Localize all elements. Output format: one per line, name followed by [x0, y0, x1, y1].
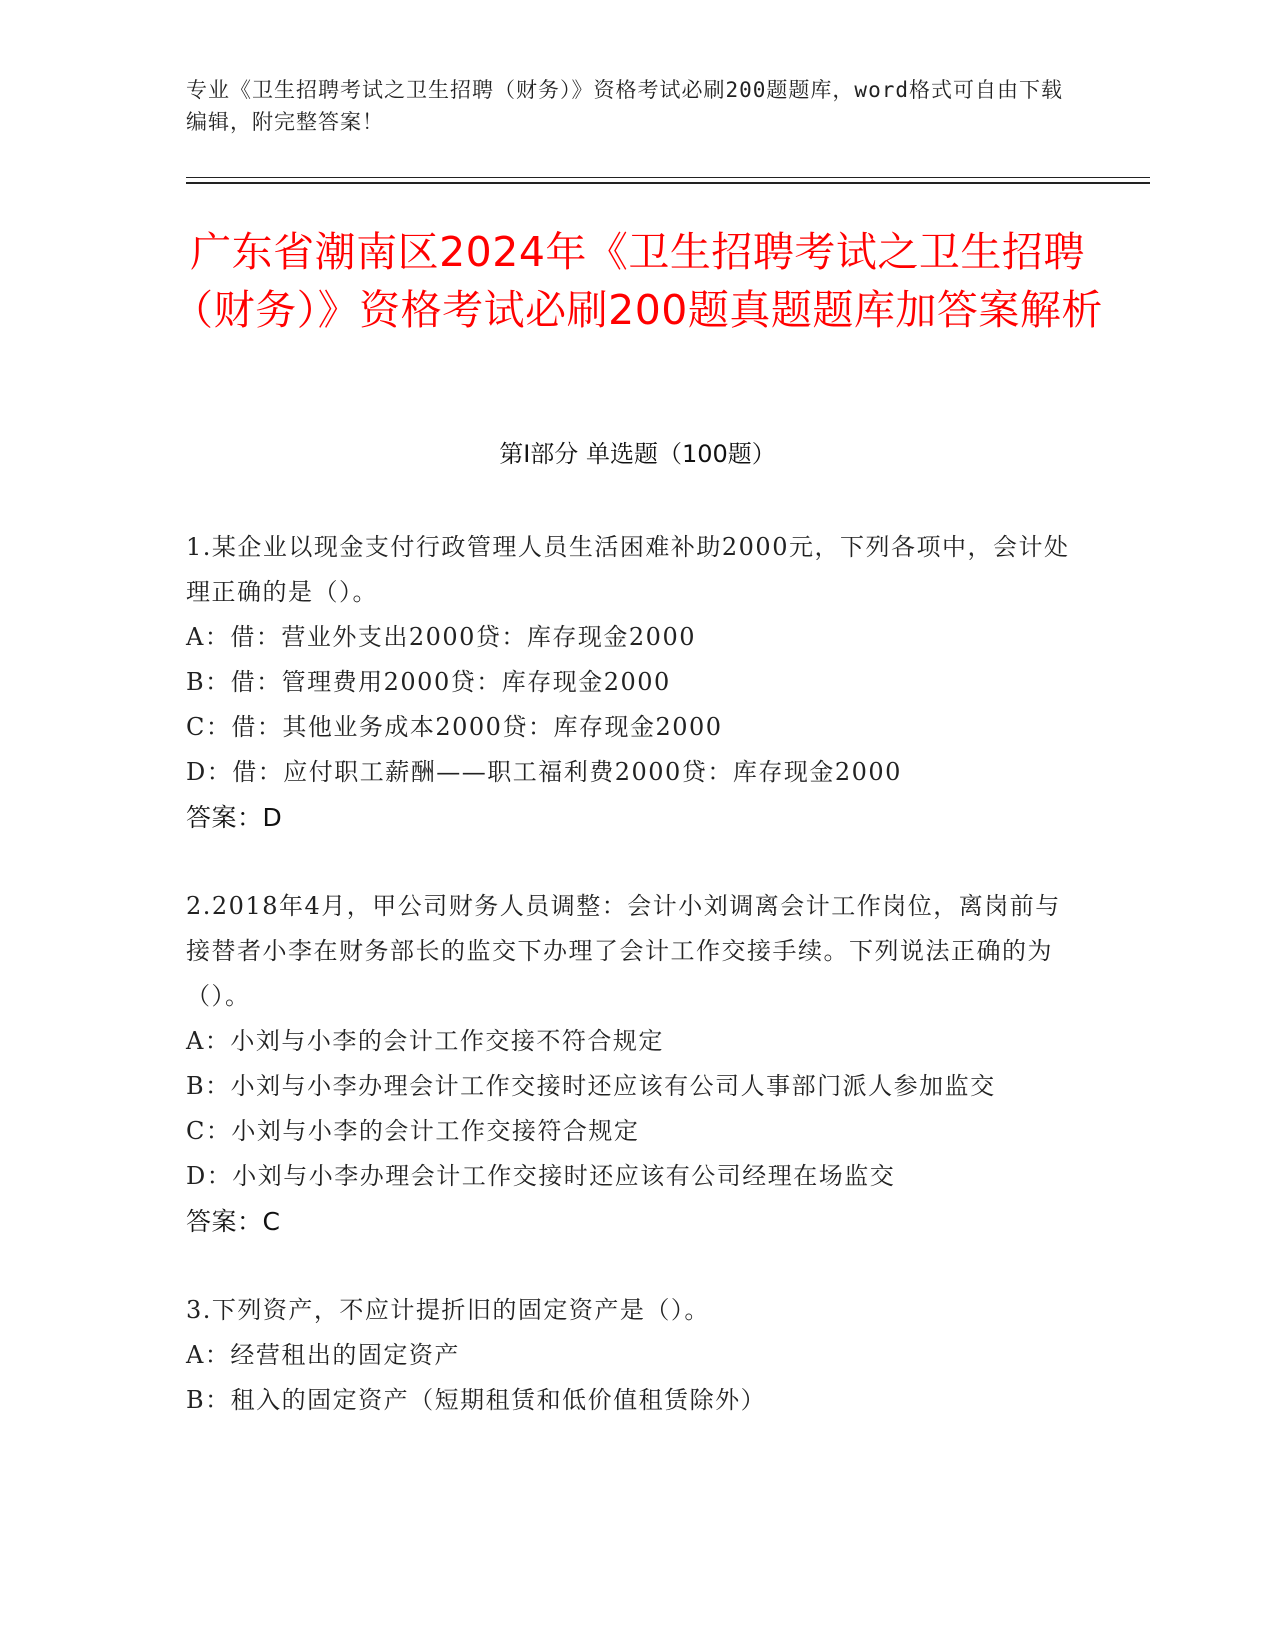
option-b: B：租入的固定资产（短期租赁和低价值租赁除外）	[186, 1386, 767, 1414]
header-rule-thin	[186, 177, 1150, 178]
question-stem: 1.某企业以现金支付行政管理人员生活困难补助2000元，下列各项中，会计处理正确的是（）。	[186, 533, 1070, 606]
option-b: B：小刘与小李办理会计工作交接时还应该有公司人事部门派人参加监交	[186, 1072, 996, 1100]
option-a: A：借：营业外支出2000贷：库存现金2000	[186, 623, 696, 651]
question-1	[186, 525, 1076, 840]
question-list	[186, 525, 1076, 1467]
question-3	[186, 1288, 1076, 1423]
section-title: 第Ⅰ部分 单选题（100题）	[499, 440, 776, 468]
option-d: D：借：应付职工薪酬——职工福利费2000贷：库存现金2000	[186, 758, 902, 786]
question-2	[186, 884, 1076, 1244]
option-d: D：小刘与小李办理会计工作交接时还应该有公司经理在场监交	[186, 1162, 896, 1190]
option-a: A：小刘与小李的会计工作交接不符合规定	[186, 1027, 664, 1055]
question-stem: 2.2018年4月，甲公司财务人员调整：会计小刘调离会计工作岗位，离岗前与接替者小李在财务部长的监交下办理了会计工作交接手续。下列说法正确的为（）。	[186, 892, 1061, 1010]
option-a: A：经营租出的固定资产	[186, 1341, 460, 1369]
document-title: 广东省潮南区2024年《卫生招聘考试之卫生招聘（财务）》资格考试必刷200题真题题库加答案解析	[172, 228, 1103, 334]
question-stem: 3.下列资产，不应计提折旧的固定资产是（）。	[186, 1296, 710, 1324]
answer: 答案：C	[186, 1207, 281, 1236]
header-note: 专业《卫生招聘考试之卫生招聘（财务）》资格考试必刷200题题库，word格式可自由下载编辑，附完整答案！	[186, 78, 1063, 134]
answer: 答案：D	[186, 803, 283, 832]
option-c: C：小刘与小李的会计工作交接符合规定	[186, 1117, 640, 1145]
option-b: B：借：管理费用2000贷：库存现金2000	[186, 668, 671, 696]
option-c: C：借：其他业务成本2000贷：库存现金2000	[186, 713, 723, 741]
header-rule-thick	[186, 182, 1150, 184]
